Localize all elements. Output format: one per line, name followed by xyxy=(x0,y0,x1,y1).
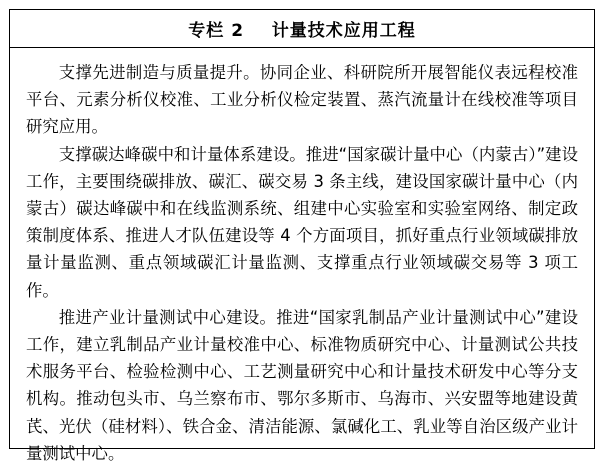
paragraph: 支撑碳达峰碳中和计量体系建设。推进“国家碳计量中心（内蒙古）”建设工作，主要围绕碳排放、碳汇、碳交易 3 条主线，建设国家碳计量中心（内蒙古）碳达峰碳中和在线监测系统、组建中心实验室和实验室网络、制定政策制度体系、推进人才队伍建设等 4 个方面项目，抓好重点行业领域碳排放量计量监测、重点领域碳汇计量监测、支撑重点行业领域碳交易等 3 项工作。 xyxy=(26,144,578,300)
box-title-bar xyxy=(10,10,594,48)
paragraph: 推进产业计量测试中心建设。推进“国家乳制品产业计量测试中心”建设工作，建立乳制品产业计量校准中心、标准物质研究中心、计量测试公共技术服务平台、检验检测中心、工艺测量研究中心和计量技术研发中心等分支机构。推动包头市、乌兰察布市、鄂尔多斯市、乌海市、兴安盟等地建设黄芪、光伏（硅材料）、铁合金、清洁能源、氯碱化工、乳业等自治区级产业计量测试中心。 xyxy=(26,307,578,463)
feature-box xyxy=(9,9,595,463)
box-content xyxy=(10,48,594,467)
box-title: 专栏 2 计量技术应用工程 xyxy=(188,21,416,41)
paragraph: 支撑先进制造与质量提升。协同企业、科研院所开展智能仪表远程校准平台、元素分析仪校准、工业分析仪检定装置、蒸汽流量计在线校准等项目研究应用。 xyxy=(26,63,578,137)
